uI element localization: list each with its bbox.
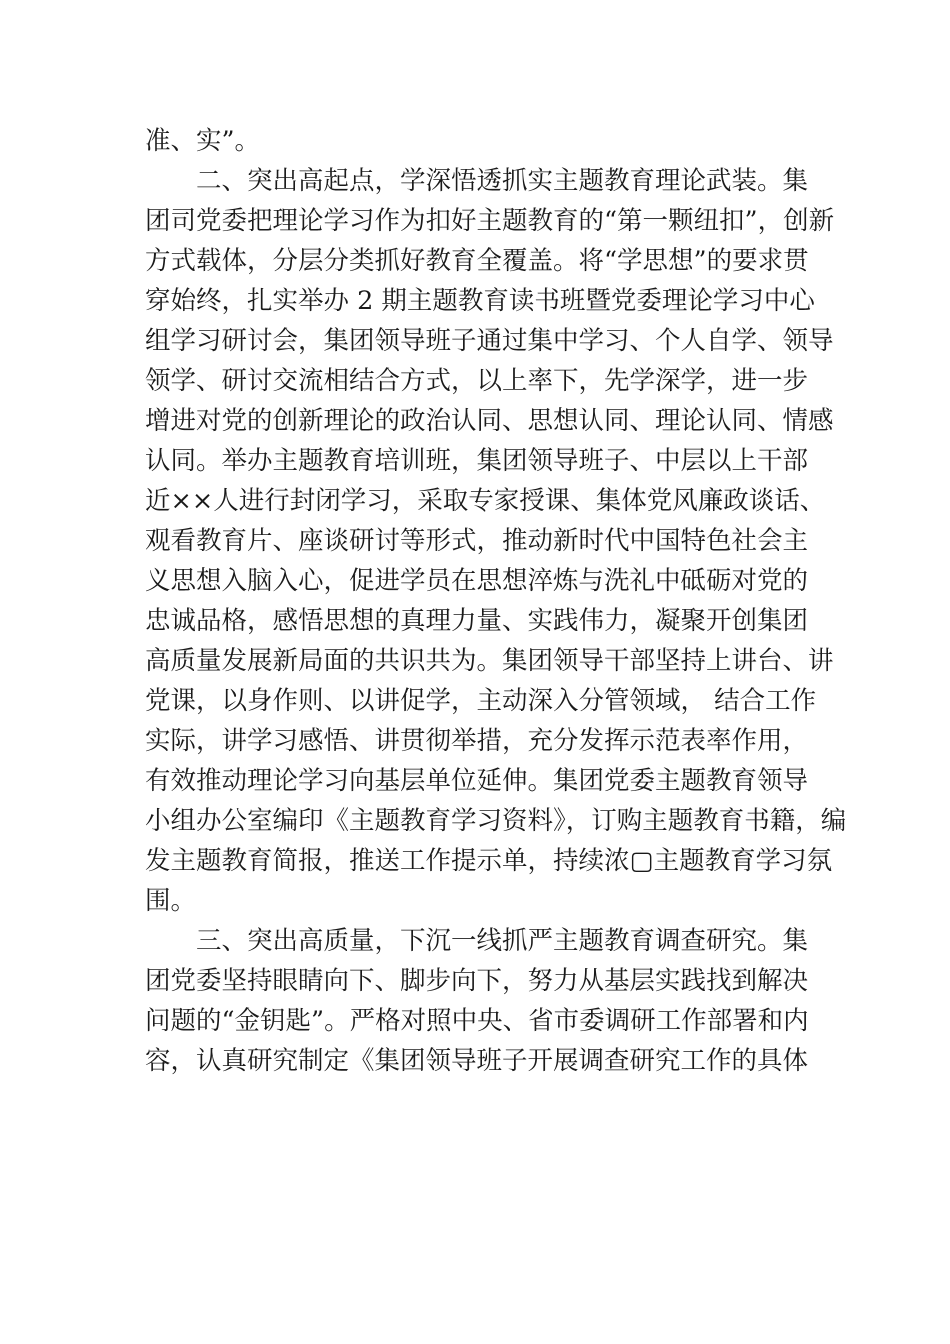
text-line: 党课，以身作则、以讲促学，主动深入分管领域， 结合工作	[145, 686, 817, 716]
text-line: 小组办公室编印《主题教育学习资料》，订购主题教育书籍，编	[145, 806, 847, 836]
text-line: 容，认真研究制定《集团领导班子开展调查研究工作的具体	[145, 1046, 809, 1076]
text-line: 方式载体，分层分类抓好教育全覆盖。将“学思想”的要求贯	[145, 246, 809, 276]
text-line: 问题的“金钥匙”。严格对照中央、省市委调研工作部署和内	[145, 1006, 809, 1036]
text-line: 组学习研讨会，集团领导班子通过集中学习、个人自学、领导	[145, 326, 834, 356]
text-line: 认同。举办主题教育培训班，集团领导班子、中层以上干部	[145, 446, 809, 476]
text-line: 有效推动理论学习向基层单位延伸。集团党委主题教育领导	[145, 766, 809, 796]
text-line: 近××人进行封闭学习，采取专家授课、集体党风廉政谈话、	[145, 486, 826, 516]
text-line: 团司党委把理论学习作为扣好主题教育的“第一颗纽扣”，创新	[145, 206, 835, 236]
section-heading-line: 三、突出高质量，下沉一线抓严主题教育调查研究。集	[196, 926, 809, 956]
text-line: 团党委坚持眼睛向下、脚步向下，努力从基层实践找到解决	[145, 966, 809, 996]
text-line: 领学、研讨交流相结合方式，以上率下，先学深学，进一步	[145, 366, 809, 396]
text-line: 穿始终，扎实举办 2 期主题教育读书班暨党委理论学习中心	[145, 286, 815, 316]
text-line: 高质量发展新局面的共识共为。集团领导干部坚持上讲台、讲	[145, 646, 834, 676]
text-line: 准、实”。	[145, 126, 261, 156]
text-line: 义思想入脑入心，促进学员在思想淬炼与洗礼中砥砺对党的	[145, 566, 809, 596]
text-line: 发主题教育简报，推送工作提示单，持续浓▢主题教育学习氛	[145, 846, 833, 876]
text-line: 忠诚品格，感悟思想的真理力量、实践伟力，凝聚开创集团	[145, 606, 809, 636]
text-line: 围。	[145, 886, 197, 916]
text-line: 增进对党的创新理论的政治认同、思想认同、理论认同、情感	[145, 406, 834, 436]
text-line: 实际，讲学习感悟、讲贯彻举措，充分发挥示范表率作用，	[145, 726, 809, 756]
text-line: 观看教育片、座谈研讨等形式，推动新时代中国特色社会主	[145, 526, 809, 556]
section-heading-line: 二、突出高起点，学深悟透抓实主题教育理论武装。集	[196, 166, 809, 196]
